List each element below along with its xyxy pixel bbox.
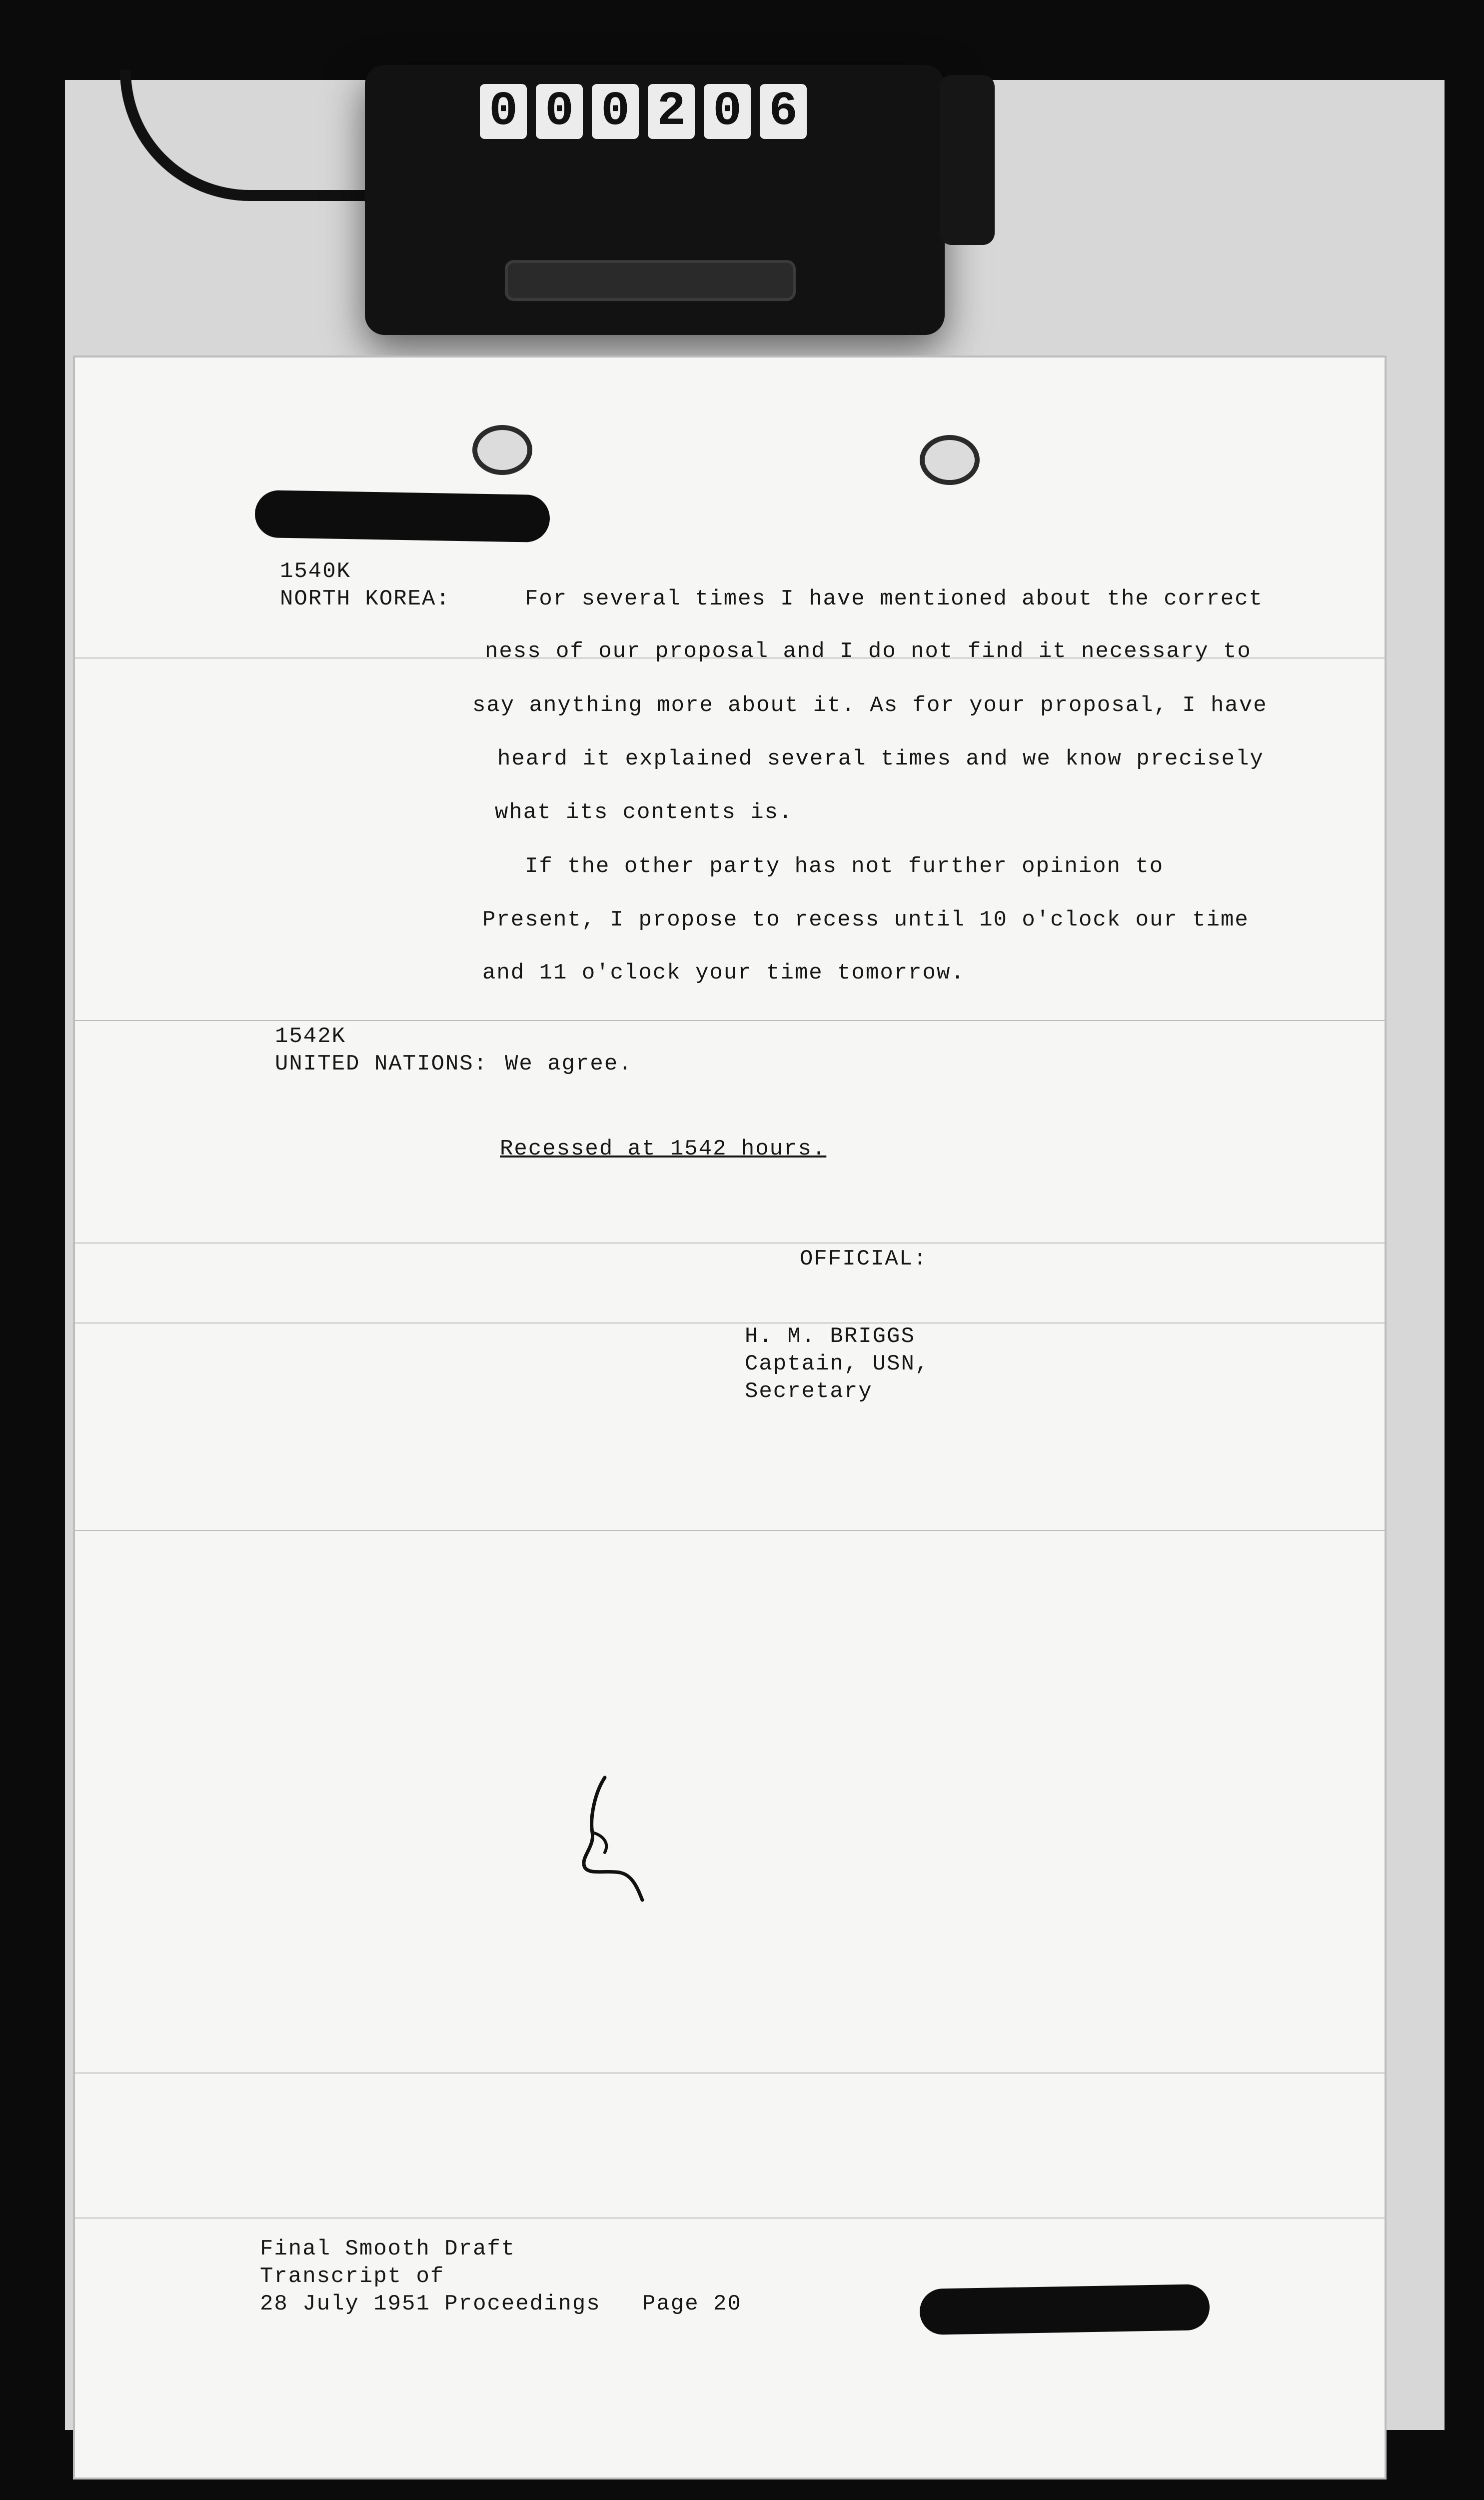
counter-digit: 0: [704, 84, 751, 139]
scan-line: [75, 2072, 1385, 2074]
redaction-mark: [919, 2284, 1210, 2335]
entry-time: 1542K: [275, 1024, 346, 1049]
redaction-mark: [254, 490, 550, 542]
speaker-label: NORTH KOREA:: [280, 586, 450, 612]
statement-line: say anything more about it. As for your proposal, I have: [472, 693, 1268, 718]
scan-line: [75, 1020, 1385, 1021]
counter-digit: 0: [592, 84, 639, 139]
counter-digit: 2: [648, 84, 695, 139]
signatory-role: Secretary: [745, 1379, 873, 1404]
statement-line: ness of our proposal and I do not find it necessary to: [485, 639, 1252, 664]
signatory-name: H. M. BRIGGS: [745, 1324, 915, 1349]
punch-hole: [472, 425, 532, 475]
frame-counter-digits: [480, 84, 807, 139]
counter-plate: [505, 260, 796, 301]
footer-transcript-label: Transcript of: [260, 2264, 445, 2289]
entry-time: 1540K: [280, 559, 351, 584]
footer-page-number: Page 20: [642, 2292, 742, 2316]
statement-line: We agree.: [505, 1052, 633, 1076]
statement-line: If the other party has not further opinion to: [525, 854, 1164, 879]
official-label: OFFICIAL:: [800, 1246, 928, 1272]
counter-knob: [940, 75, 995, 245]
handwritten-mark: [575, 1772, 660, 1902]
statement-line: what its contents is.: [495, 800, 793, 825]
statement-line: Present, I propose to recess until 10 o'clock our time: [482, 908, 1249, 932]
footer-proceedings-date: 28 July 1951 Proceedings: [260, 2292, 601, 2316]
footer-draft-label: Final Smooth Draft: [260, 2236, 516, 2262]
scan-line: [75, 1322, 1385, 1324]
counter-digit: 0: [536, 84, 583, 139]
document-page: [75, 358, 1385, 2478]
signatory-rank: Captain, USN,: [745, 1352, 930, 1376]
scan-line: [75, 1530, 1385, 1531]
counter-digit: 6: [760, 84, 807, 139]
statement-line: heard it explained several times and we know precisely: [497, 746, 1264, 772]
statement-line: For several times I have mentioned about the correct: [525, 586, 1264, 612]
scan-line: [75, 1242, 1385, 1244]
speaker-label: UNITED NATIONS:: [275, 1052, 488, 1076]
punch-hole: [920, 435, 980, 485]
statement-line: and 11 o'clock your time tomorrow.: [482, 960, 965, 986]
recess-note: Recessed at 1542 hours.: [500, 1136, 827, 1162]
counter-digit: 0: [480, 84, 527, 139]
